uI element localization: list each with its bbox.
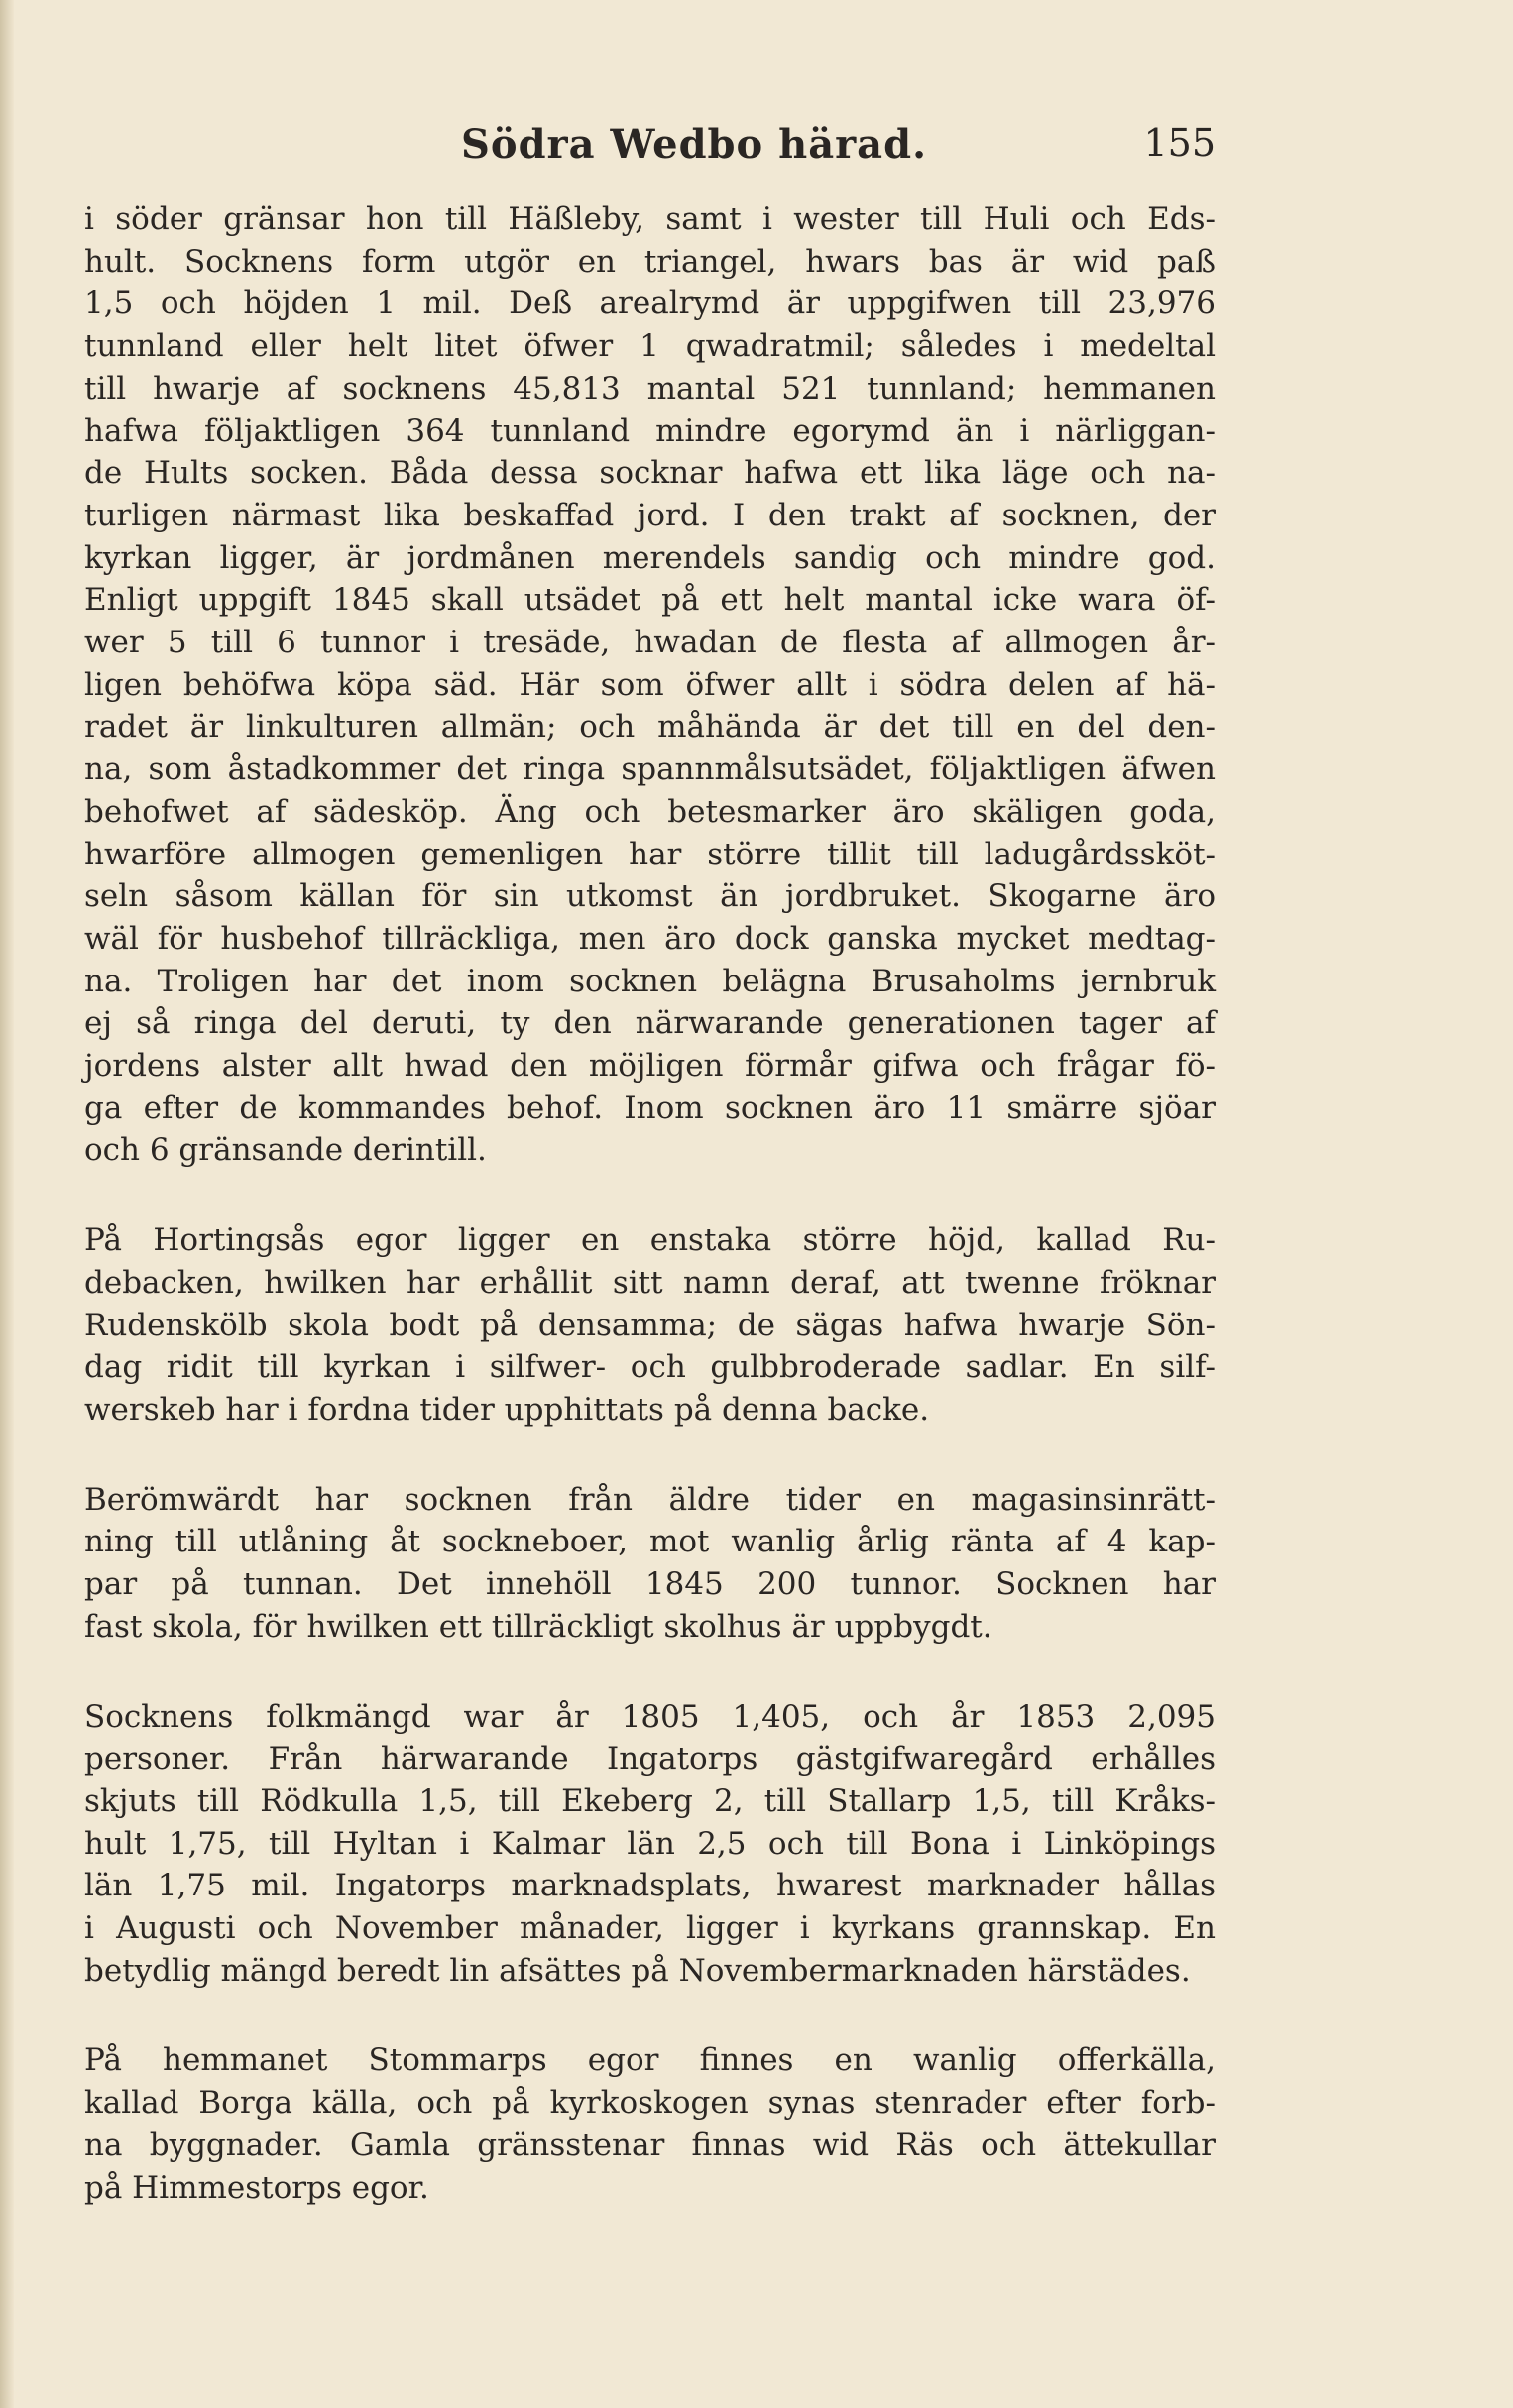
paragraph bbox=[84, 1219, 1216, 1432]
text-line: na byggnader. Gamla gränsstenar finnas wid Räs och ättekullar bbox=[84, 2126, 1216, 2163]
text-line: på Himmestorps egor. bbox=[84, 2169, 429, 2206]
text-line: wer 5 till 6 tunnor i tresäde, hwadan de flesta af allmogen år- bbox=[84, 625, 1216, 661]
text-line: betydlig mängd beredt lin afsättes på Novembermarknaden härstädes. bbox=[84, 1952, 1191, 1989]
text-line: personer. Från härwarande Ingatorps gästgifwaregård erhålles bbox=[84, 1741, 1216, 1777]
text-line: na. Troligen har det inom socknen belägna Brusaholms jernbruk bbox=[84, 963, 1216, 999]
text-line: På Hortingsås egor ligger en enstaka större höjd, kallad Ru- bbox=[84, 1222, 1216, 1259]
text-line: dag ridit till kyrkan i silfwer- och gulbbroderade sadlar. En silf- bbox=[84, 1349, 1216, 1386]
text-line: turligen närmast lika beskaffad jord. I den trakt af socknen, der bbox=[84, 497, 1216, 533]
text-line: wäl för husbehof tillräckliga, men äro dock ganska mycket medtag- bbox=[84, 920, 1216, 957]
text-line: behofwet af sädesköp. Äng och betesmarker äro skäligen goda, bbox=[84, 793, 1216, 830]
text-line: radet är linkulturen allmän; och måhända är det till en del den- bbox=[84, 709, 1216, 745]
text-line: hult. Socknens form utgör en triangel, hwars bas är wid paß bbox=[84, 243, 1216, 280]
text-line: hwarföre allmogen gemenligen har större tillit till ladugårdssköt- bbox=[84, 836, 1216, 872]
text-line: kallad Borga källa, och på kyrkoskogen synas stenrader efter forb- bbox=[84, 2085, 1216, 2121]
paragraph bbox=[84, 2039, 1216, 2209]
text-line: ning till utlåning åt sockneboer, mot wanlig årlig ränta af 4 kap- bbox=[84, 1524, 1216, 1560]
page-edge bbox=[0, 0, 14, 2408]
text-line: skjuts till Rödkulla 1,5, till Ekeberg 2, till Stallarp 1,5, till Kråks- bbox=[84, 1782, 1216, 1819]
text-line: Socknens folkmängd war år 1805 1,405, och år 1853 2,095 bbox=[84, 1698, 1216, 1735]
text-line: hult 1,75, till Hyltan i Kalmar län 2,5 och till Bona i Linköpings bbox=[84, 1825, 1216, 1862]
text-line: debacken, hwilken har erhållit sitt namn deraf, att twenne fröknar bbox=[84, 1264, 1216, 1301]
text-line: till hwarje af socknens 45,813 mantal 521 tunnland; hemmanen bbox=[84, 370, 1216, 406]
text-line: hafwa följaktligen 364 tunnland mindre egorymd än i närliggan- bbox=[84, 412, 1216, 449]
text-line: de Hults socken. Båda dessa socknar hafwa ett lika läge och na- bbox=[84, 455, 1216, 492]
text-line: Enligt uppgift 1845 skall utsädet på ett helt mantal icke wara öf- bbox=[84, 582, 1216, 619]
text-line: 1,5 och höjden 1 mil. Deß arealrymd är uppgifwen till 23,976 bbox=[84, 286, 1216, 322]
paragraph bbox=[84, 1696, 1216, 1993]
text-line: län 1,75 mil. Ingatorps marknadsplats, hwarest marknader hållas bbox=[84, 1868, 1216, 1904]
text-line: werskeb har i fordna tider upphittats på denna backe. bbox=[84, 1391, 930, 1428]
text-line: na, som åstadkommer det ringa spannmålsutsädet, följaktligen äfwen bbox=[84, 751, 1216, 788]
text-line: kyrkan ligger, är jordmånen merendels sandig och mindre god. bbox=[84, 539, 1216, 576]
running-title: Södra Wedbo härad. bbox=[461, 121, 927, 168]
text-line: och 6 gränsande derintill. bbox=[84, 1132, 487, 1169]
paragraph bbox=[84, 1479, 1216, 1649]
text-line: i söder gränsar hon till Häßleby, samt i wester till Huli och Eds- bbox=[84, 201, 1216, 237]
paragraph bbox=[84, 198, 1216, 1172]
text-line: Rudenskölb skola bodt på densamma; de sägas hafwa hwarje Sön- bbox=[84, 1307, 1216, 1343]
page-number: 155 bbox=[1143, 121, 1216, 165]
text-line: i Augusti och November månader, ligger i kyrkans grannskap. En bbox=[84, 1910, 1216, 1947]
text-line: På hemmanet Stommarps egor finnes en wanlig offerkälla, bbox=[84, 2042, 1216, 2079]
text-line: tunnland eller helt litet öfwer 1 qwadratmil; således i medeltal bbox=[84, 328, 1216, 365]
text-line: ligen behöfwa köpa säd. Här som öfwer allt i södra delen af hä- bbox=[84, 666, 1216, 703]
text-line: ga efter de kommandes behof. Inom socknen äro 11 smärre sjöar bbox=[84, 1089, 1216, 1126]
running-header bbox=[84, 121, 1216, 180]
text-line: ej så ringa del deruti, ty den närwarande generationen tager af bbox=[84, 1005, 1216, 1042]
text-line: par på tunnan. Det innehöll 1845 200 tunnor. Socknen har bbox=[84, 1566, 1216, 1603]
body-text bbox=[84, 198, 1216, 2209]
text-line: jordens alster allt hwad den möjligen förmår gifwa och frågar fö- bbox=[84, 1048, 1216, 1085]
text-line: Berömwärdt har socknen från äldre tider en magasinsinrätt- bbox=[84, 1481, 1216, 1518]
text-line: fast skola, för hwilken ett tillräckligt skolhus är uppbygdt. bbox=[84, 1608, 992, 1645]
text-line: seln såsom källan för sin utkomst än jordbruket. Skogarne äro bbox=[84, 878, 1216, 915]
